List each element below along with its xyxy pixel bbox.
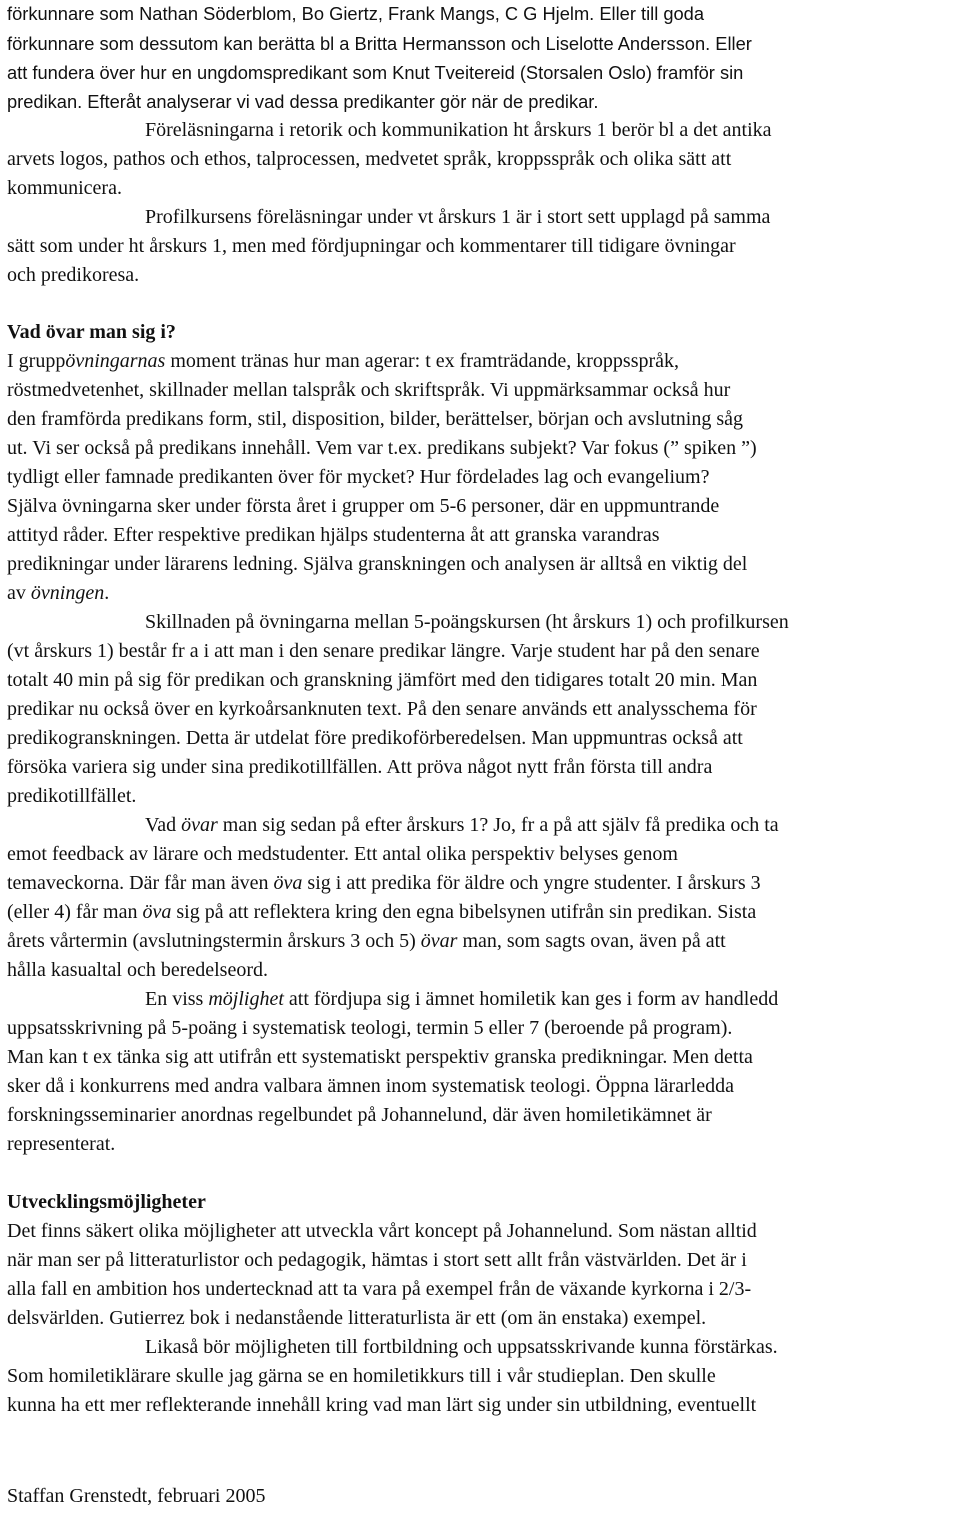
text-line: Själva övningarna sker under första året i grupper om 5-6 personer, där en uppmuntrande bbox=[7, 495, 720, 517]
text-line: Det finns säkert olika möjligheter att utveckla vårt koncept på Johannelund. Som nästan alltid bbox=[7, 1220, 757, 1242]
text-line: Man kan t ex tänka sig att utifrån ett systematiskt perspektiv granska predikningar. Men detta bbox=[7, 1046, 753, 1068]
text-line: delsvärlden. Gutierrez bok i nedanstående litteraturlista är ett (om än enstaka) exempel. bbox=[7, 1307, 707, 1329]
text-line: försöka variera sig under sina predikotillfällen. Att pröva något nytt från första till andra bbox=[7, 756, 713, 778]
text-line: predikan. Efteråt analyserar vi vad dessa predikanter gör när de predikar. bbox=[7, 91, 599, 112]
text-line: Som homiletiklärare skulle jag gärna se en homiletikkurs till i vår studieplan. Den skulle bbox=[7, 1365, 716, 1387]
text-line: förkunnare som dessutom kan berätta bl a Britta Hermansson och Liselotte Andersson. Eller bbox=[7, 33, 752, 54]
text-line: sätt som under ht årskurs 1, men med fördjupningar och kommentarer till tidigare övningar bbox=[7, 235, 736, 257]
text-line: förkunnare som Nathan Söderblom, Bo Giertz, Frank Mangs, C G Hjelm. Eller till goda bbox=[7, 3, 704, 24]
text-line: ut. Vi ser också på predikans innehåll. Vem var t.ex. predikans subjekt? Var fokus (” spiken ”) bbox=[7, 437, 757, 459]
text-line: Likaså bör möjligheten till fortbildning och uppsatsskrivande kunna förstärkas. bbox=[145, 1336, 778, 1358]
footer-author-date: Staffan Grenstedt, februari 2005 bbox=[7, 1485, 266, 1507]
text-line: att fundera över hur en ungdomspredikant som Knut Tveitereid (Storsalen Oslo) framför sin bbox=[7, 62, 744, 83]
text-line: kunna ha ett mer reflekterande innehåll kring vad man lärt sig under sin utbildning, eventuellt bbox=[7, 1394, 757, 1416]
text-line: tydligt eller famnade predikanten över för mycket? Hur fördelades lag och evangelium? bbox=[7, 466, 710, 488]
text-line: Profilkursens föreläsningar under vt årskurs 1 är i stort sett upplagd på samma bbox=[145, 206, 771, 228]
text-line: totalt 40 min på sig för predikan och granskning jämfört med den tidigares totalt 20 min. Man bbox=[7, 669, 758, 691]
text-line: röstmedvetenhet, skillnader mellan talspråk och skriftspråk. Vi uppmärksammar också hur bbox=[7, 379, 731, 401]
text-line: predikogranskningen. Detta är utdelat före predikoförberedelsen. Man uppmuntras också att bbox=[7, 727, 743, 749]
text-line: representerat. bbox=[7, 1133, 116, 1155]
text-line: och predikoresa. bbox=[7, 264, 140, 286]
text-line: av övningen. bbox=[7, 582, 110, 604]
text-line: Föreläsningarna i retorik och kommunikation ht årskurs 1 berör bl a det antika bbox=[145, 119, 772, 141]
text-line: hålla kasualtal och beredelseord. bbox=[7, 959, 268, 981]
text-line: (eller 4) får man öva sig på att reflektera kring den egna bibelsynen utifrån sin predikan. Sista bbox=[7, 901, 757, 923]
text-line: alla fall en ambition hos undertecknad att ta vara på exempel från de växande kyrkorna i 2/3- bbox=[7, 1278, 752, 1300]
section-heading: Vad övar man sig i? bbox=[7, 321, 176, 343]
text-line: (vt årskurs 1) består fr a i att man i den senare predikar längre. Varje student har på den senare bbox=[7, 640, 760, 662]
text-line: temaveckorna. Där får man även öva sig i att predika för äldre och yngre studenter. I årskurs 3 bbox=[7, 872, 761, 894]
text-line: Vad övar man sig sedan på efter årskurs 1? Jo, fr a på att själv få predika och ta bbox=[145, 814, 779, 836]
text-line: I gruppövningarnas moment tränas hur man agerar: t ex framträdande, kroppsspråk, bbox=[7, 350, 680, 372]
text-line: uppsatsskrivning på 5-poäng i systematisk teologi, termin 5 eller 7 (beroende på program). bbox=[7, 1017, 733, 1039]
text-line: den framförda predikans form, stil, disposition, bilder, berättelser, början och avslutning såg bbox=[7, 408, 743, 430]
text-line: när man ser på litteraturlistor och pedagogik, hämtas i stort sett allt från västvärlden. Det är i bbox=[7, 1249, 747, 1271]
text-line: predikotillfället. bbox=[7, 785, 137, 807]
text-line: attityd råder. Efter respektive predikan hjälps studenterna åt att granska varandras bbox=[7, 524, 660, 546]
text-line: predikningar under lärarens ledning. Själva granskningen och analysen är alltså en viktig del bbox=[7, 553, 748, 575]
text-line: kommunicera. bbox=[7, 177, 122, 199]
text-line: arvets logos, pathos och ethos, talprocessen, medvetet språk, kroppsspråk och olika sätt att bbox=[7, 148, 732, 170]
text-line: forskningsseminarier anordnas regelbundet på Johannelund, där även homiletikämnet är bbox=[7, 1104, 712, 1126]
text-line: predikar nu också över en kyrkoårsanknuten text. På den senare används ett analysschema för bbox=[7, 698, 757, 720]
text-line: årets vårtermin (avslutningstermin årskurs 3 och 5) övar man, som sagts ovan, även på att bbox=[7, 930, 726, 952]
section-heading: Utvecklingsmöjligheter bbox=[7, 1191, 206, 1213]
text-line: Skillnaden på övningarna mellan 5-poängskursen (ht årskurs 1) och profilkursen bbox=[145, 611, 789, 633]
text-line: emot feedback av lärare och medstudenter. Ett antal olika perspektiv belyses genom bbox=[7, 843, 678, 865]
text-line: En viss möjlighet att fördjupa sig i ämnet homiletik kan ges i form av handledd bbox=[145, 988, 779, 1010]
text-line: sker då i konkurrens med andra valbara ämnen inom systematisk teologi. Öppna lärarledda bbox=[7, 1075, 734, 1097]
